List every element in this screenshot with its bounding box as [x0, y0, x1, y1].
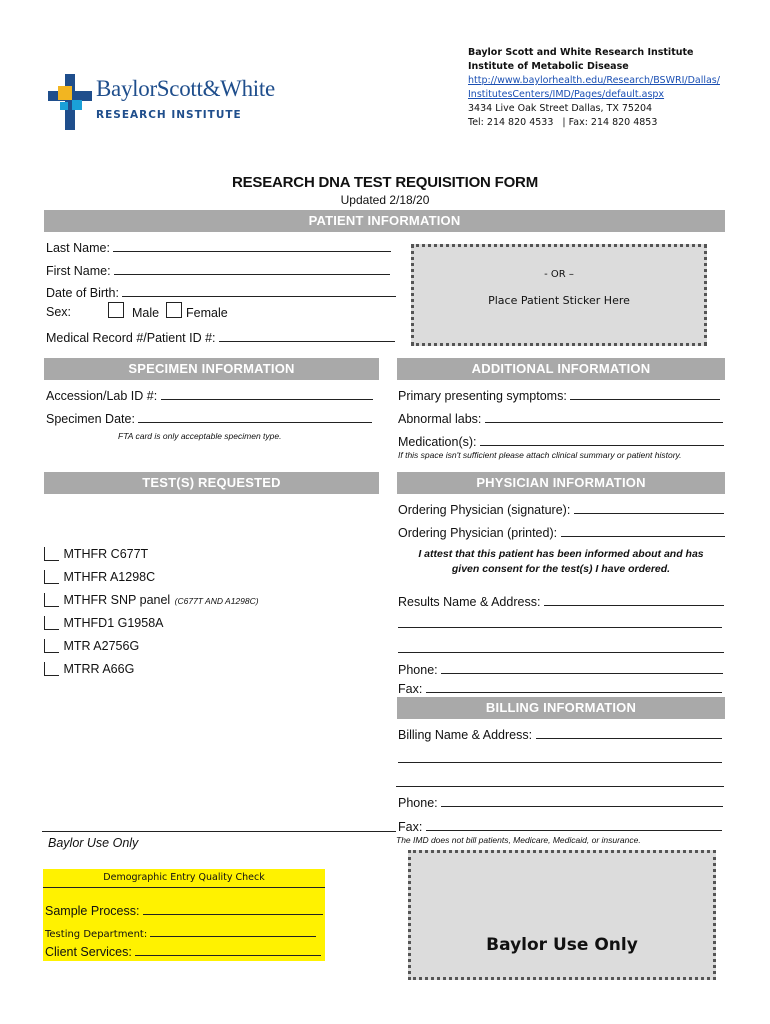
physician-printed-label: Ordering Physician (printed): — [398, 526, 558, 540]
results-label: Results Name & Address: — [398, 595, 541, 609]
specimen-date-label: Specimen Date: — [46, 412, 135, 426]
baylor-use-only-label: Baylor Use Only — [48, 836, 139, 850]
physician-phone-row — [398, 661, 723, 677]
logo-name: BaylorScott&White — [96, 76, 275, 101]
last-name-label: Last Name: — [46, 241, 110, 255]
physician-signature-label: Ordering Physician (signature): — [398, 503, 571, 517]
medications-label: Medication(s): — [398, 435, 477, 449]
test-item — [44, 614, 259, 637]
org-phone-fax: Tel: 214 820 4533 | Fax: 214 820 4853 — [468, 117, 658, 128]
header-contact — [468, 46, 758, 130]
test-checkbox-mtrr-a66g[interactable] — [44, 662, 59, 676]
baylor-use-only-box — [408, 850, 716, 980]
last-name-row — [46, 239, 391, 255]
specimen-date-field[interactable] — [138, 410, 372, 423]
website-link-1[interactable]: http://www.baylorhealth.edu/Research/BSWRI/Dallas/ — [468, 75, 720, 86]
female-checkbox[interactable] — [166, 302, 182, 318]
labs-label: Abnormal labs: — [398, 412, 482, 426]
female-label: Female — [186, 306, 228, 320]
test-label: MTHFR A1298C — [63, 570, 156, 584]
test-label: MTR A2756G — [63, 639, 140, 653]
baylor-internal-section — [43, 869, 325, 961]
specimen-date-row — [46, 410, 372, 426]
billing-name-label: Billing Name & Address: — [398, 728, 533, 742]
mrn-label: Medical Record #/Patient ID #: — [46, 331, 216, 345]
labs-field[interactable] — [485, 410, 723, 423]
test-item — [44, 591, 259, 614]
form-updated: Updated 2/18/20 — [340, 193, 430, 207]
dob-row — [46, 284, 396, 300]
logo-cross-icon — [48, 74, 92, 130]
sample-process-label: Sample Process: — [45, 904, 140, 918]
specimen-note: FTA card is only acceptable specimen type. — [118, 431, 282, 441]
client-services-label: Client Services: — [45, 945, 132, 959]
results-row — [398, 593, 724, 609]
demographic-check-label: Demographic Entry Quality Check — [103, 872, 265, 883]
billing-name-row — [398, 726, 722, 742]
billing-info-header: BILLING INFORMATION — [397, 697, 725, 719]
test-checkbox-mthfd1-g1958a[interactable] — [44, 616, 59, 630]
attestation-text — [397, 547, 725, 577]
tests-header: TEST(S) REQUESTED — [44, 472, 379, 494]
first-name-field[interactable] — [114, 262, 390, 275]
billing-phone-row — [398, 794, 723, 810]
billing-fax-label: Fax: — [398, 820, 423, 834]
logo-subtitle: RESEARCH INSTITUTE — [96, 109, 242, 121]
baylor-divider — [42, 831, 396, 832]
sample-process-row — [45, 902, 323, 918]
physician-info-header: PHYSICIAN INFORMATION — [397, 472, 725, 494]
male-checkbox[interactable] — [108, 302, 124, 318]
first-name-label: First Name: — [46, 264, 111, 278]
billing-name-field[interactable] — [536, 726, 722, 739]
testing-dept-field[interactable] — [150, 924, 316, 937]
physician-signature-field[interactable] — [574, 501, 724, 514]
billing-phone-label: Phone: — [398, 796, 438, 810]
dob-field[interactable] — [122, 284, 396, 297]
accession-row — [46, 387, 373, 403]
test-note: (C677T AND A1298C) — [174, 596, 259, 606]
sample-process-field[interactable] — [143, 902, 323, 915]
baylor-use-only-box-text: Baylor Use Only — [486, 935, 638, 955]
client-services-field[interactable] — [135, 943, 321, 956]
website-link-2[interactable]: InstitutesCenters/IMD/Pages/default.aspx — [468, 89, 665, 100]
org-institute: Institute of Metabolic Disease — [468, 61, 629, 72]
medications-field[interactable] — [480, 433, 724, 446]
billing-line-2[interactable] — [398, 762, 722, 763]
dob-label: Date of Birth: — [46, 286, 119, 300]
specimen-info-header: SPECIMEN INFORMATION — [44, 358, 379, 380]
physician-fax-row — [398, 680, 722, 696]
test-item — [44, 568, 259, 591]
billing-line-3[interactable] — [396, 786, 724, 787]
patient-info-header: PATIENT INFORMATION — [44, 210, 725, 232]
demographic-check — [43, 869, 325, 888]
client-services-row — [45, 943, 321, 959]
billing-note: The IMD does not bill patients, Medicare, Medicaid, or insurance. — [396, 835, 641, 845]
physician-signature-row — [398, 501, 724, 517]
sticker-or-text: - OR – — [544, 269, 574, 280]
symptoms-label: Primary presenting symptoms: — [398, 389, 567, 403]
additional-note: If this space isn't sufficient please attach clinical summary or patient history. — [398, 450, 682, 460]
testing-dept-label: Testing Department: — [45, 929, 148, 940]
male-label: Male — [132, 306, 160, 320]
form-title: RESEARCH DNA TEST REQUISITION FORM — [232, 174, 538, 191]
testing-dept-row — [45, 924, 316, 940]
results-line-2[interactable] — [398, 627, 722, 628]
physician-printed-field[interactable] — [561, 524, 725, 537]
physician-fax-label: Fax: — [398, 682, 423, 696]
test-item — [44, 637, 259, 660]
billing-fax-field[interactable] — [426, 818, 722, 831]
attestation-line-1: I attest that this patient has been informed about and has — [418, 548, 704, 560]
billing-fax-row — [398, 818, 722, 834]
sticker-place-text: Place Patient Sticker Here — [488, 294, 630, 307]
results-line-3[interactable] — [398, 652, 724, 653]
test-checkbox-mthfr-a1298c[interactable] — [44, 570, 59, 584]
medications-row — [398, 433, 724, 449]
test-label: MTHFR C677T — [63, 547, 149, 561]
patient-sticker-area[interactable] — [411, 244, 707, 346]
sex-label: Sex: — [46, 305, 72, 319]
tests-list — [44, 545, 259, 683]
results-field[interactable] — [544, 593, 724, 606]
attestation-line-2: given consent for the test(s) I have ordered. — [451, 563, 671, 575]
billing-phone-field[interactable] — [441, 794, 723, 807]
test-item — [44, 545, 259, 568]
test-checkbox-mthfr-snp-panel[interactable] — [44, 593, 59, 607]
test-label: MTHFR SNP panel — [63, 593, 171, 607]
physician-phone-field[interactable] — [441, 661, 723, 674]
test-label: MTHFD1 G1958A — [63, 616, 164, 630]
org-name: Baylor Scott and White Research Institute — [468, 47, 694, 58]
first-name-row — [46, 262, 390, 278]
physician-phone-label: Phone: — [398, 663, 438, 677]
test-checkbox-mthfr-c677t[interactable] — [44, 547, 59, 561]
mrn-row — [46, 329, 395, 345]
test-item — [44, 660, 259, 683]
additional-info-header: ADDITIONAL INFORMATION — [397, 358, 725, 380]
sex-row — [46, 305, 71, 319]
physician-fax-field[interactable] — [426, 680, 722, 693]
test-checkbox-mtr-a2756g[interactable] — [44, 639, 59, 653]
last-name-field[interactable] — [113, 239, 391, 252]
mrn-field[interactable] — [219, 329, 395, 342]
physician-printed-row — [398, 524, 725, 540]
org-address: 3434 Live Oak Street Dallas, TX 75204 — [468, 103, 653, 114]
symptoms-field[interactable] — [570, 387, 720, 400]
test-label: MTRR A66G — [63, 662, 135, 676]
accession-field[interactable] — [161, 387, 373, 400]
accession-label: Accession/Lab ID #: — [46, 389, 158, 403]
logo — [48, 74, 288, 130]
labs-row — [398, 410, 723, 426]
symptoms-row — [398, 387, 720, 403]
